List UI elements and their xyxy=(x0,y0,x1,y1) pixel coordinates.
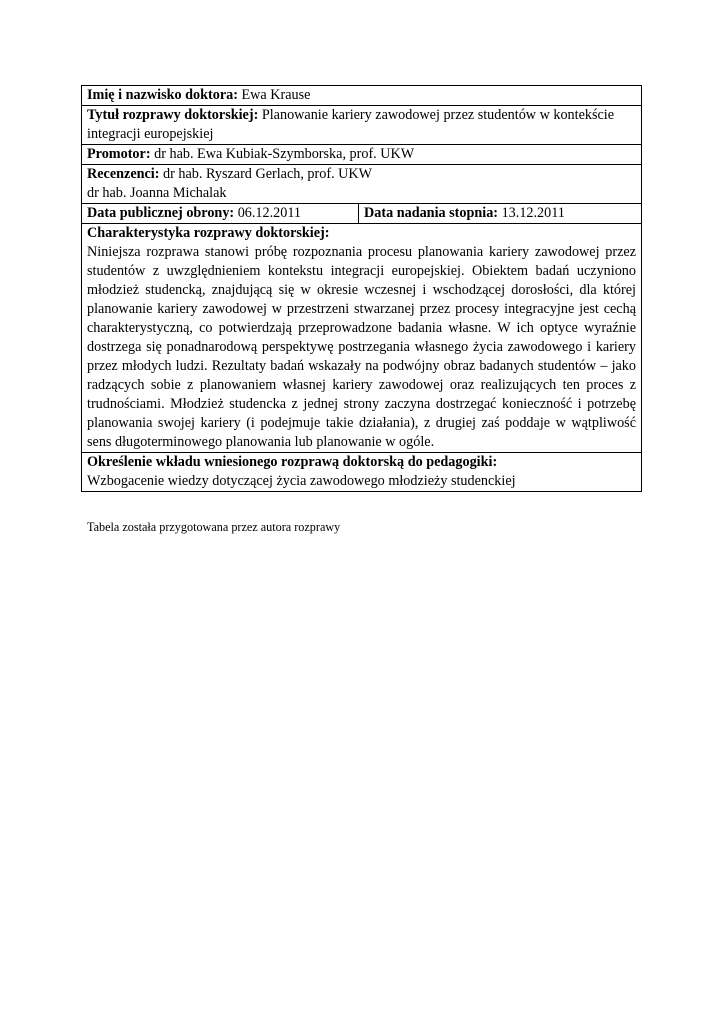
doctor-name-value: Ewa Krause xyxy=(241,87,311,103)
thesis-title-row xyxy=(82,106,642,145)
promoter-value: dr hab. Ewa Kubiak-Szymborska, prof. UKW xyxy=(154,146,415,162)
reviewers-cell xyxy=(82,165,642,204)
promoter-row xyxy=(82,145,642,165)
thesis-title-label: Tytuł rozprawy doktorskiej: xyxy=(87,107,259,123)
degree-date-value: 13.12.2011 xyxy=(501,205,565,221)
contribution-row xyxy=(82,453,642,492)
promoter-cell xyxy=(82,145,642,165)
characteristics-cell xyxy=(82,224,642,453)
defense-date-label: Data publicznej obrony: xyxy=(87,205,235,221)
contribution-cell xyxy=(82,453,642,492)
doctor-name-row xyxy=(82,86,642,106)
contribution-label: Określenie wkładu wniesionego rozprawą doktorską do pedagogiki: xyxy=(87,454,498,470)
characteristics-text: Niniejsza rozprawa stanowi próbę rozpoznania procesu planowania kariery zawodowej przez studentów z uwzględnieniem kontekstu integracji europejskiej. Obiektem badań uczyniono młodzież studencką, znajdującą się w okresie wczesnej i wschodzącej dorosłości, dla której planowanie kariery zawodowej w przestrzeni stwarzanej przez procesy integracyjne jest cechą charakterystyczną, co potwierdzają przeprowadzone badania własne. W ich optyce wyraźnie dostrzega się ponadnarodową perspektywę postrzegania własnego życia zawodowego i kariery przez młodych ludzi. Rezultaty badań wskazały na podwójny obraz badanych studentów – jako radzących sobie z planowaniem własnej kariery zawodowej oraz realizujących ten proces z trudnościami. Młodzież studencka z jednej strony zaczyna dostrzegać konieczność i potrzebę planowania swojej kariery (i podejmuje takie działania), z drugiej zaś poddaje w wątpliwość sens długoterminowego planowania lub planowanie w ogóle. xyxy=(87,244,636,450)
contribution-text: Wzbogacenie wiedzy dotyczącej życia zawodowego młodzieży studenckiej xyxy=(87,473,516,489)
reviewers-row xyxy=(82,165,642,204)
defense-date-cell xyxy=(82,204,359,224)
doctoral-info-table xyxy=(81,85,642,492)
thesis-title-cell xyxy=(82,106,642,145)
doctor-name-cell xyxy=(82,86,642,106)
degree-date-cell xyxy=(359,204,642,224)
reviewer-1: dr hab. Ryszard Gerlach, prof. UKW xyxy=(163,166,373,182)
characteristics-label: Charakterystyka rozprawy doktorskiej: xyxy=(87,225,330,241)
table-caption: Tabela została przygotowana przez autora rozprawy xyxy=(87,520,341,534)
defense-date-value: 06.12.2011 xyxy=(237,205,302,221)
reviewers-label: Recenzenci: xyxy=(87,166,160,182)
doctor-name-label: Imię i nazwisko doktora: xyxy=(87,87,238,103)
thesis-title-value: Planowanie kariery zawodowej przez studentów w kontekście integracji europejskiej xyxy=(87,107,615,142)
reviewer-2: dr hab. Joanna Michalak xyxy=(87,185,227,201)
degree-date-label: Data nadania stopnia: xyxy=(364,205,499,221)
characteristics-row xyxy=(82,224,642,453)
dates-row xyxy=(82,204,642,224)
promoter-label: Promotor: xyxy=(87,146,151,162)
